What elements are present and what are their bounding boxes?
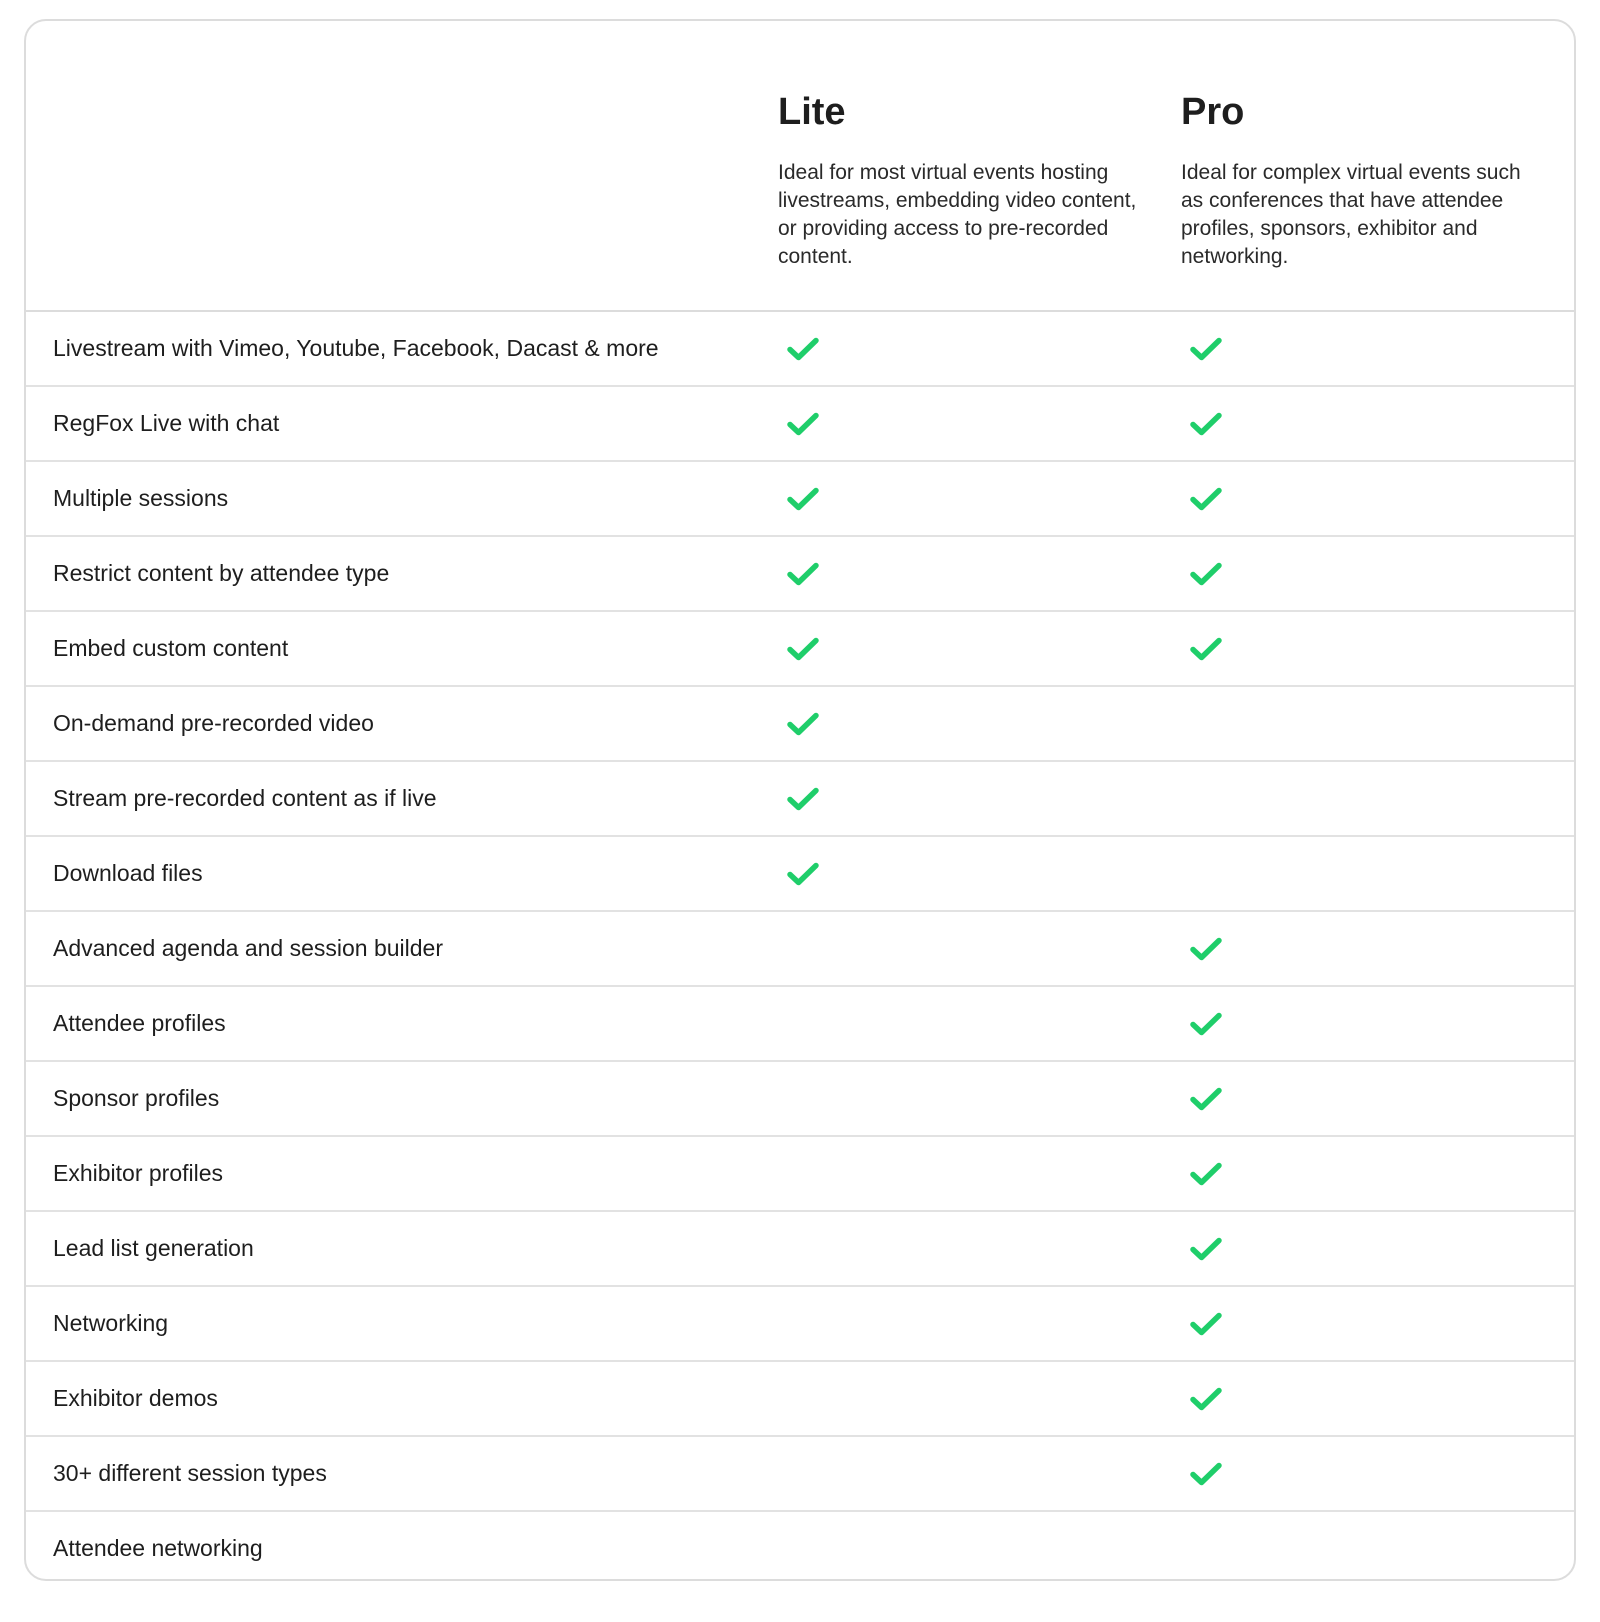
check-icon: [786, 411, 820, 437]
check-icon: [786, 336, 820, 362]
check-icon: [786, 711, 820, 737]
check-icon: [1189, 1311, 1223, 1337]
table-row: [26, 612, 1574, 687]
table-row: [26, 1212, 1574, 1287]
check-icon: [1189, 1011, 1223, 1037]
feature-label: RegFox Live with chat: [53, 410, 280, 436]
feature-label: Download files: [53, 860, 203, 886]
feature-label: On-demand pre-recorded video: [53, 710, 374, 736]
check-icon: [1189, 936, 1223, 962]
table-row: [26, 987, 1574, 1062]
feature-label: Attendee networking: [53, 1535, 263, 1561]
check-icon: [1189, 336, 1223, 362]
feature-label: Exhibitor profiles: [53, 1160, 224, 1186]
table-row: [26, 462, 1574, 537]
feature-label: Advanced agenda and session builder: [53, 935, 444, 961]
table-row: [26, 537, 1574, 612]
table-row: [26, 387, 1574, 462]
plan-name-pro: Pro: [1181, 91, 1245, 133]
check-icon: [1189, 561, 1223, 587]
feature-label: 30+ different session types: [53, 1460, 327, 1486]
plan-pro: [1181, 91, 1541, 271]
check-icon: [786, 561, 820, 587]
feature-label: Lead list generation: [53, 1235, 254, 1261]
table-row: [26, 1437, 1574, 1512]
table-row: [26, 837, 1574, 912]
feature-label: Exhibitor demos: [53, 1385, 218, 1411]
table-row: [26, 1512, 1574, 1581]
feature-label: Restrict content by attendee type: [53, 560, 390, 586]
check-icon: [1189, 411, 1223, 437]
table-row: [26, 912, 1574, 987]
table-row: [26, 1362, 1574, 1437]
check-icon: [1189, 636, 1223, 662]
plan-description-lite: Ideal for most virtual events hosting livestreams, embedding video content, or providing access to pre-recorded content.: [778, 161, 1137, 268]
check-icon: [786, 636, 820, 662]
feature-label: Sponsor profiles: [53, 1085, 220, 1111]
plan-description-pro: Ideal for complex virtual events such as conferences that have attendee profiles, sponsors, exhibitor and networking.: [1181, 161, 1521, 268]
table-row: [26, 312, 1574, 387]
check-icon: [1189, 1236, 1223, 1262]
table-row: [26, 1137, 1574, 1212]
feature-label: Stream pre-recorded content as if live: [53, 785, 437, 811]
feature-rows: [26, 312, 1574, 1581]
check-icon: [1189, 1461, 1223, 1487]
feature-label: Multiple sessions: [53, 485, 229, 511]
check-icon: [1189, 1161, 1223, 1187]
check-icon: [1189, 486, 1223, 512]
check-icon: [786, 486, 820, 512]
feature-label: Embed custom content: [53, 635, 289, 661]
feature-label: Livestream with Vimeo, Youtube, Facebook, Dacast & more: [53, 335, 659, 361]
feature-label: Attendee profiles: [53, 1010, 226, 1036]
plans-header: [26, 21, 1574, 312]
check-icon: [786, 861, 820, 887]
table-row: [26, 762, 1574, 837]
plan-lite: [778, 91, 1138, 271]
check-icon: [786, 786, 820, 812]
table-row: [26, 1287, 1574, 1362]
feature-label: Networking: [53, 1310, 169, 1336]
table-row: [26, 1062, 1574, 1137]
check-icon: [1189, 1386, 1223, 1412]
check-icon: [1189, 1086, 1223, 1112]
plan-name-lite: Lite: [778, 91, 846, 133]
table-row: [26, 687, 1574, 762]
comparison-table: [24, 19, 1576, 1581]
